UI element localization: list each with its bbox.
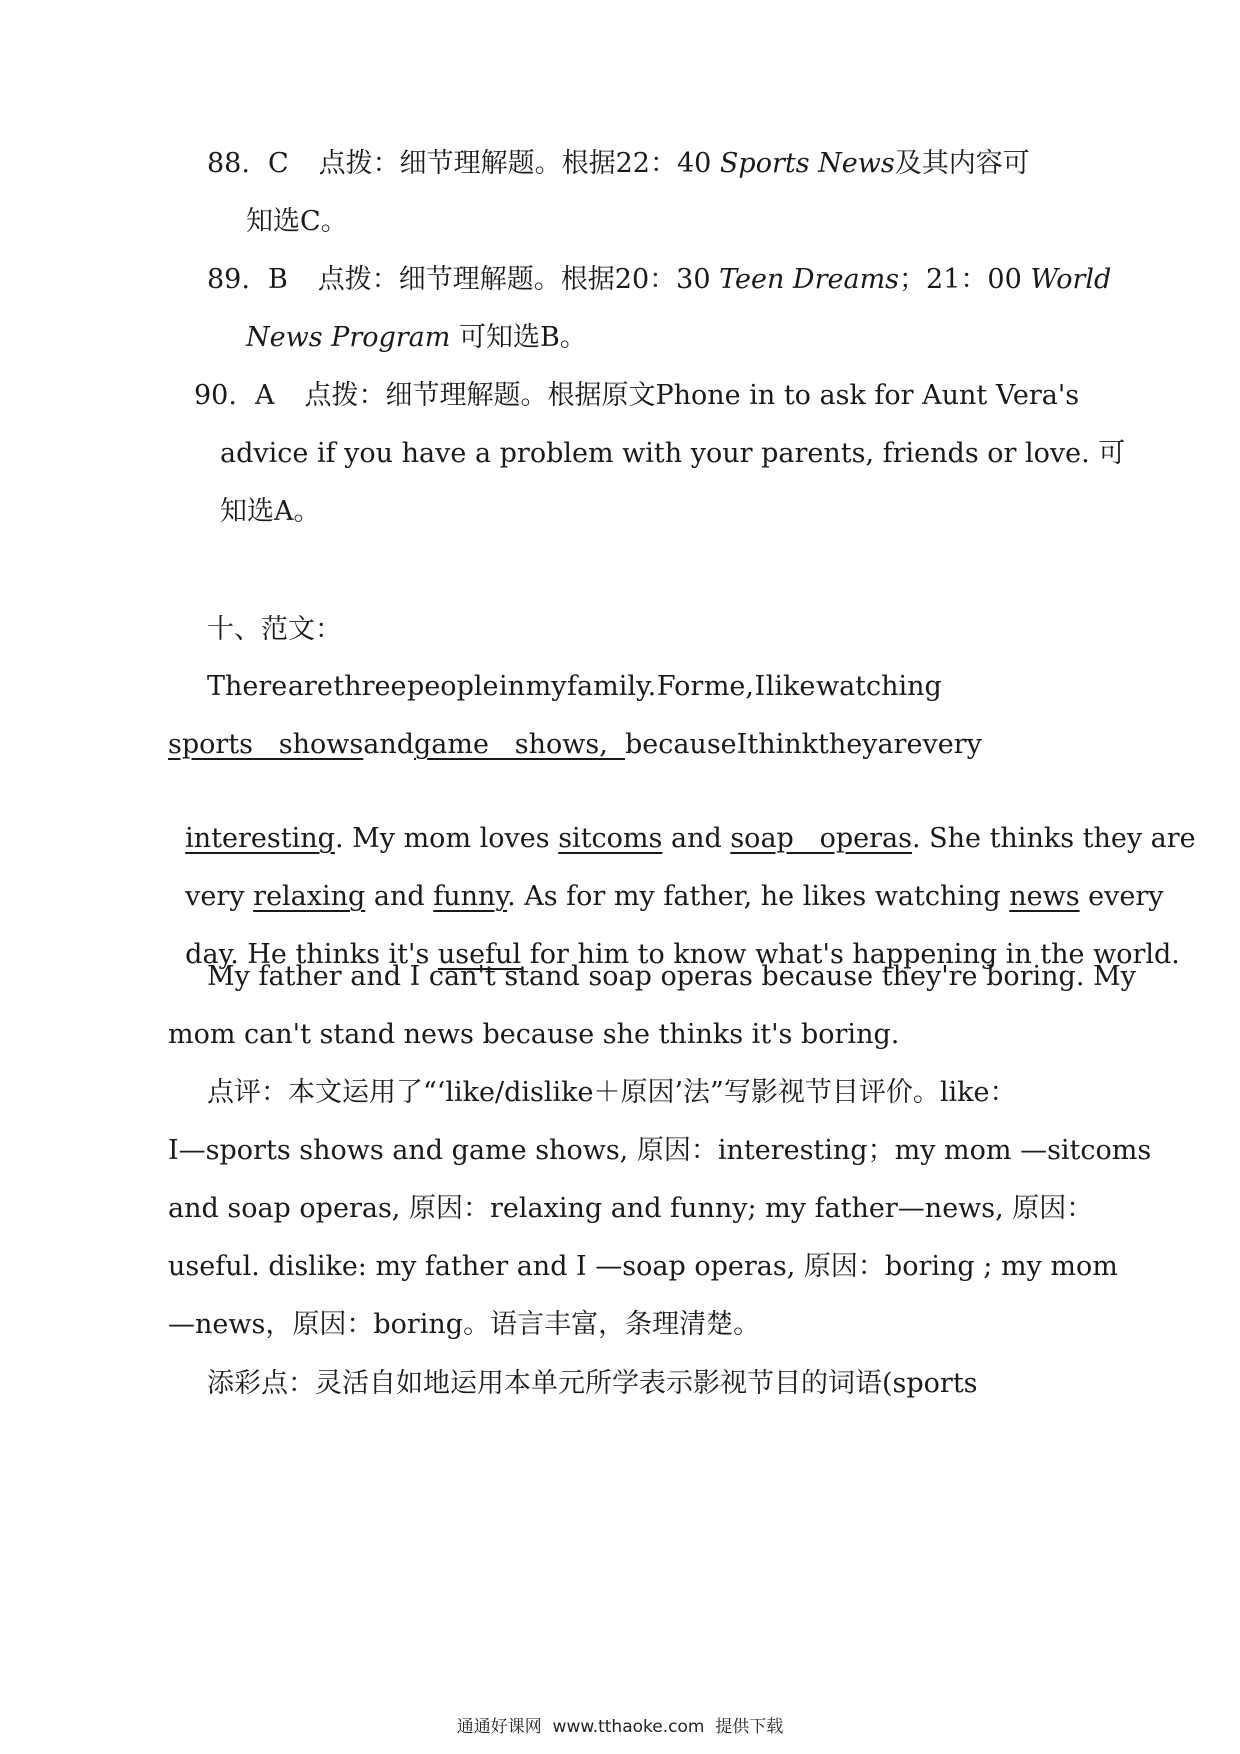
essay-word: three [333, 671, 407, 702]
essay-word: think [747, 729, 818, 760]
essay-text: mom can't stand news because she thinks it's boring. [168, 1019, 900, 1050]
answer-letter: C [267, 148, 289, 179]
essay-text: very [185, 881, 254, 912]
answer-number: 89. [207, 264, 250, 295]
comment-line-5 [168, 1307, 760, 1343]
answer-letter: A [254, 380, 275, 411]
answer-explanation-cont: advice if you have a problem with your parents, friends or love. 可 [220, 438, 1126, 469]
essay-word: and [363, 729, 415, 760]
essay-word: me, [703, 671, 754, 702]
essay-word: in [499, 671, 526, 702]
answer-program-name-2: World [1030, 264, 1112, 295]
essay-keyword-underlined: relaxing [253, 881, 366, 912]
essay-p2-line-1 [207, 959, 1136, 995]
essay-word: my [525, 671, 567, 702]
answer-explanation: 点拨：细节理解题。根据20：30 [317, 264, 720, 295]
essay-word: family. [567, 671, 657, 702]
answer-explanation-tail: 及其内容可 [894, 148, 1030, 179]
essay-word: There [207, 671, 288, 702]
comment-text: 点评：本文运用了“‘like/dislike＋原因’法”写影视节目评价。like： [207, 1077, 1017, 1108]
highlight-line-1 [207, 1366, 978, 1402]
essay-line-1 [207, 669, 942, 705]
comment-line-2 [168, 1133, 1151, 1169]
essay-text: . As for my father, he likes watching [507, 881, 1010, 912]
answer-explanation-mid: ；21：00 [899, 264, 1031, 295]
essay-p2-line-2 [168, 1017, 899, 1053]
page-footer [0, 1712, 1240, 1737]
answer-program-name: Teen Dreams [719, 264, 900, 295]
essay-keyword-underlined: news [1009, 881, 1080, 912]
essay-word: very [922, 729, 982, 760]
essay-word: I [736, 729, 748, 760]
essay-keyword-underlined: sitcoms [558, 823, 663, 854]
answer-explanation: 点拨：细节理解题。根据22：40 [318, 148, 720, 179]
essay-keyword-underlined: interesting [185, 823, 335, 854]
answer-conclusion: 可知选B。 [450, 322, 587, 353]
answer-88-line-1 [207, 146, 1030, 182]
essay-word: because [624, 729, 737, 760]
essay-text: day. He thinks it's [185, 939, 438, 970]
comment-text: —news，原因：boring。语言丰富，条理清楚。 [168, 1309, 761, 1340]
comment-line-1 [207, 1075, 1016, 1111]
comment-text: and soap operas, 原因：relaxing and funny; my father—news, 原因： [168, 1193, 1094, 1224]
answer-conclusion: 知选C。 [246, 206, 348, 237]
essay-text: . She thinks they are [911, 823, 1196, 854]
essay-word: they [817, 729, 878, 760]
comment-text: useful. dislike: my father and I —soap operas, 原因：boring ; my mom [168, 1251, 1118, 1282]
answer-number: 90. [194, 380, 237, 411]
essay-word: are [877, 729, 923, 760]
essay-text: . My mom loves [334, 823, 559, 854]
essay-word: For [656, 671, 704, 702]
answer-number: 88. [207, 148, 250, 179]
essay-line-2 [168, 727, 982, 763]
essay-text: every [1079, 881, 1164, 912]
answer-program-name-cont: News Program [246, 322, 451, 353]
essay-keyword-underlined: sports shows [168, 729, 364, 760]
answer-90-line-1 [194, 378, 1080, 414]
answer-89-line-1 [207, 262, 1112, 298]
essay-text: My father and I can't stand soap operas because they're boring. My [207, 961, 1136, 992]
essay-word: like [765, 671, 816, 702]
comment-line-3 [168, 1191, 1093, 1227]
essay-word: are [287, 671, 333, 702]
answer-88-line-2 [246, 204, 348, 240]
essay-keyword-underlined: game shows, [414, 729, 625, 760]
answer-explanation: 点拨：细节理解题。根据原文Phone in to ask for Aunt Vera's [304, 380, 1080, 411]
highlight-text: 添彩点：灵活自如地运用本单元所学表示影视节目的词语(sports [207, 1368, 978, 1399]
essay-word: people [407, 671, 499, 702]
answer-89-line-2 [246, 320, 587, 356]
essay-keyword-underlined: funny [433, 881, 508, 912]
comment-line-4 [168, 1249, 1118, 1285]
essay-keyword-underlined: useful [437, 939, 522, 970]
answer-letter: B [267, 264, 288, 295]
essay-text: and [662, 823, 731, 854]
essay-text: for him to know what's happening in the world. [521, 939, 1180, 970]
comment-text: I—sports shows and game shows, 原因：interesting；my mom —sitcoms [168, 1135, 1152, 1166]
essay-text: and [365, 881, 434, 912]
essay-keyword-underlined: soap operas [730, 823, 912, 854]
essay-word: I [754, 671, 766, 702]
answer-program-name: Sports News [719, 148, 895, 179]
answer-conclusion: 知选A。 [220, 496, 321, 527]
section-heading [207, 612, 342, 648]
essay-word: watching [815, 671, 942, 702]
answer-90-line-2 [220, 436, 1125, 472]
footer-text: 通通好课网 www.tthaoke.com 提供下载 [456, 1717, 784, 1737]
section-heading-text: 十、范文： [207, 614, 342, 645]
answer-90-line-3 [220, 494, 321, 530]
